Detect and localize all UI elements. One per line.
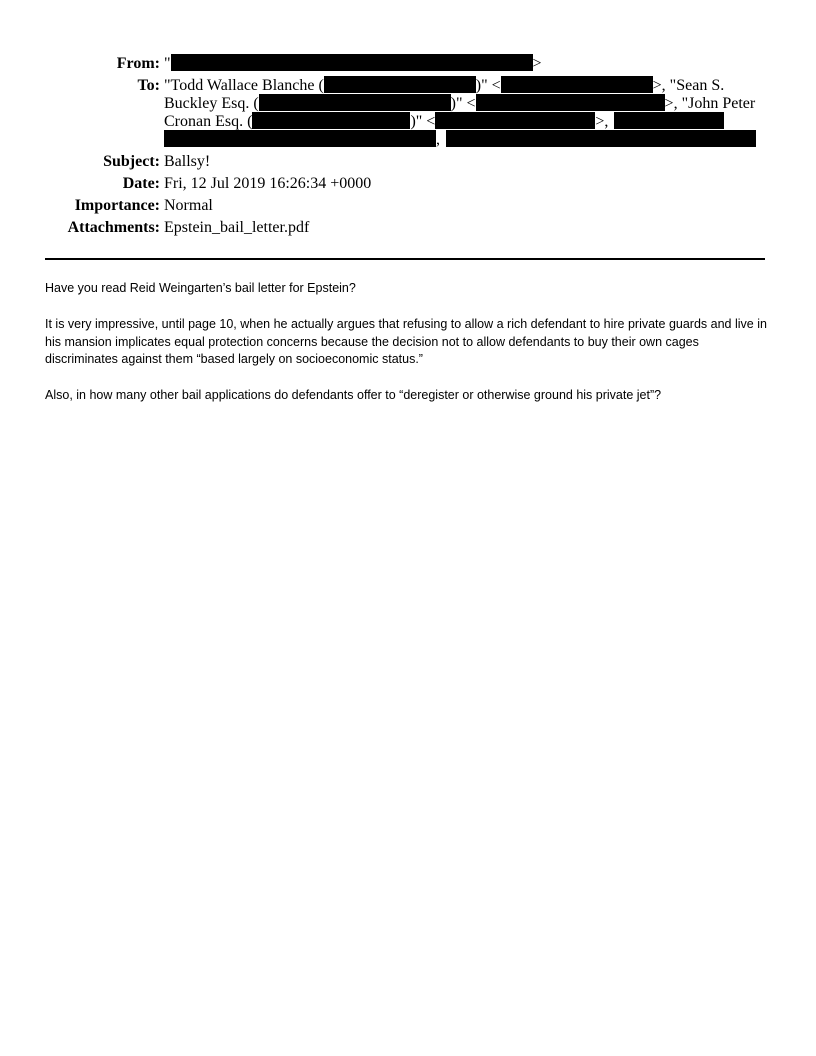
from-value (164, 54, 542, 73)
redaction-bar (324, 76, 476, 93)
redaction-bar (252, 112, 410, 129)
body-paragraph-2: It is very impressive, until page 10, when he actually argues that refusing to allow a rich defendant to hire private guards and live in his mansion implicates equal protection concerns because the decision not to allow defendants to buy their own cages discriminates against them “based largely on socioeconomic status.” (45, 317, 767, 366)
to-text: , (436, 131, 440, 148)
to-text: "Todd Wallace Blanche ( (164, 77, 324, 94)
from-close-bracket: > (532, 55, 542, 72)
from-open-quote: " (164, 55, 171, 72)
redaction-bar (435, 112, 595, 129)
to-text: >, "John Peter (664, 95, 756, 112)
to-line-1 (164, 76, 724, 95)
to-text: >, (595, 113, 609, 130)
to-line-3 (164, 112, 724, 131)
subject-label: Subject: (103, 153, 160, 170)
redaction-bar (614, 112, 724, 129)
redaction-bar (446, 130, 756, 147)
body-paragraph-3: Also, in how many other bail applications do defendants offer to “deregister or otherwise ground his private jet”? (45, 388, 662, 402)
body-paragraph-1: Have you read Reid Weingarten’s bail letter for Epstein? (45, 281, 356, 295)
to-text: Cronan Esq. ( (164, 113, 253, 130)
redaction-bar (501, 76, 653, 93)
importance-label: Importance: (74, 197, 160, 214)
redaction-bar (171, 54, 533, 71)
date-value: Fri, 12 Jul 2019 16:26:34 +0000 (164, 175, 372, 192)
redaction-bar (259, 94, 451, 111)
from-label: From: (116, 55, 160, 72)
header-divider (45, 258, 765, 260)
to-text: )" < (475, 77, 501, 94)
to-line-2 (164, 94, 755, 113)
to-line-4 (164, 130, 756, 149)
attachment-file-link[interactable]: Epstein_bail_letter.pdf (164, 219, 310, 236)
to-text: )" < (410, 113, 436, 130)
to-text: >, "Sean S. (652, 77, 725, 94)
redaction-bar (164, 130, 436, 147)
date-label: Date: (122, 175, 160, 192)
to-text: Buckley Esq. ( (164, 95, 259, 112)
to-label: To: (137, 77, 160, 94)
to-text: )" < (450, 95, 476, 112)
subject-value: Ballsy! (164, 153, 211, 170)
importance-value: Normal (164, 197, 213, 214)
attachments-label: Attachments: (67, 219, 160, 236)
redaction-bar (476, 94, 665, 111)
